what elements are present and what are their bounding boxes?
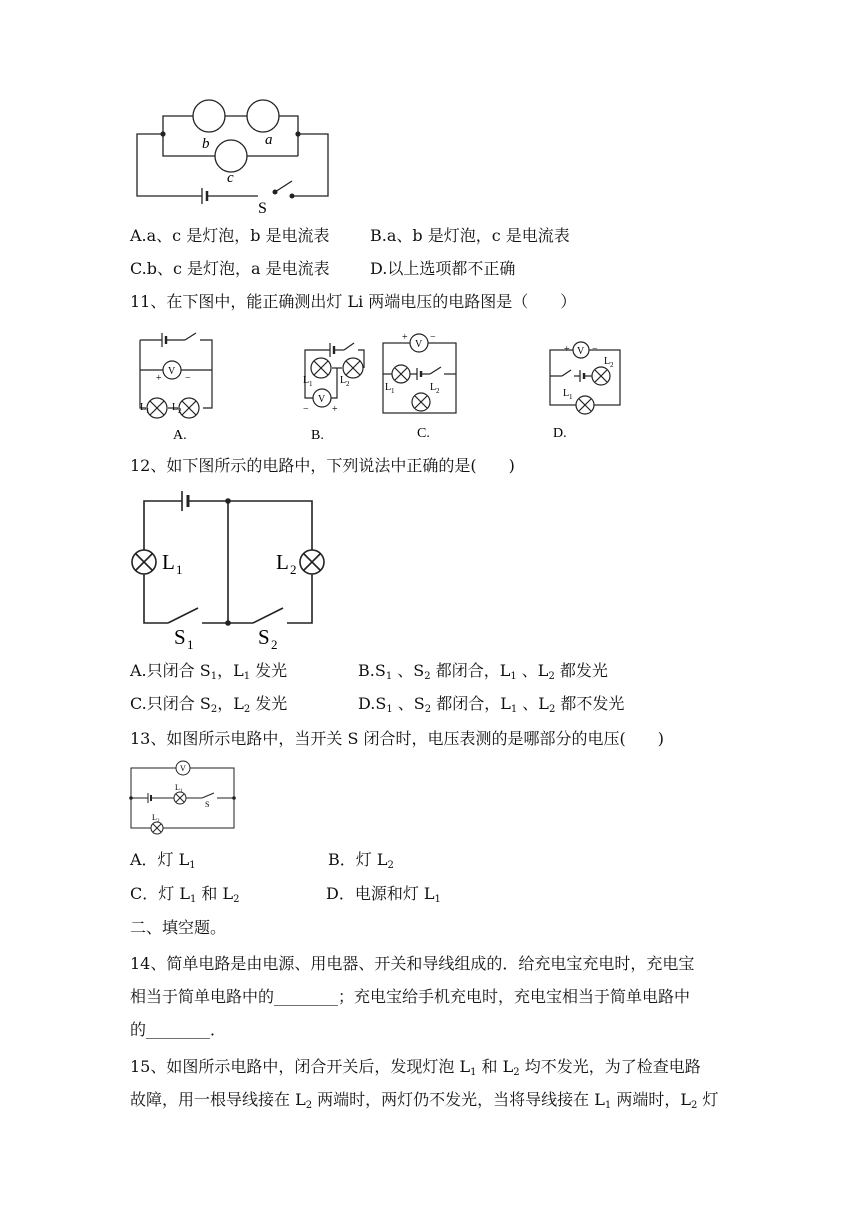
q13-option-d[interactable]: D．电源和灯 $L_1$ xyxy=(326,884,441,905)
q13-fig-l1-sub: 1 xyxy=(180,789,183,794)
q13-option-a[interactable]: A．灯 $L_1$ xyxy=(130,850,196,871)
fig10-label-b: b xyxy=(202,136,210,152)
q11b-l2-sub: 2 xyxy=(346,380,350,388)
q11c-l1-sub: 1 xyxy=(391,387,395,395)
q11c-plus: + xyxy=(402,332,408,343)
q11a-l2: L xyxy=(172,402,179,413)
q11c-minus: − xyxy=(430,332,436,343)
q12-option-b[interactable]: $B.S_1$ 、$S_2$ 都闭合，$L_1$ 、$L_2$ 都发光 xyxy=(358,661,608,682)
q11c-l2: L xyxy=(430,382,437,393)
q12-fig-s2: S xyxy=(258,625,270,649)
q11a-plus: + xyxy=(156,373,162,384)
q14-line-3: 的________． xyxy=(130,1020,227,1039)
q11c-l2-sub: 2 xyxy=(436,387,440,395)
q13-stem: 13、如图所示电路中，当开关 S 闭合时，电压表测的是哪部分的电压( ) xyxy=(130,729,664,748)
q11a-meter: V xyxy=(168,366,176,377)
q11b-minus: − xyxy=(303,404,309,415)
q11-caption-a[interactable]: A. xyxy=(173,428,187,443)
q14-line-2: 相当于简单电路中的________；充电宝给手机充电时，充电宝相当于简单电路中 xyxy=(130,987,691,1006)
q11d-meter: V xyxy=(577,346,585,357)
q15-line-2: 故障，用一根导线接在 $L_2$ 两端时，两灯仍不发光，当将导线接在 $L_1$ 两端时，$L_2$ 灯 xyxy=(130,1090,719,1111)
q10-option-d[interactable]: D.以上选项都不正确 xyxy=(370,259,516,278)
q10-option-b[interactable]: B.a、b 是灯泡，c 是电流表 xyxy=(370,226,570,245)
q13-fig-l2: L xyxy=(152,813,157,822)
q12-fig-l2: L xyxy=(276,550,289,574)
q11-caption-c[interactable]: C. xyxy=(417,426,430,441)
q11d-plus: + xyxy=(564,344,570,355)
q11c-meter: V xyxy=(415,339,423,350)
q10-circuit-figure xyxy=(130,98,340,218)
q11b-l2: L xyxy=(340,375,347,386)
q11b-l1: L xyxy=(303,375,310,386)
q11c-l1: L xyxy=(385,382,392,393)
q12-fig-l1: L xyxy=(162,550,175,574)
q13-circuit-figure xyxy=(126,760,246,835)
q10-option-a[interactable]: A.a、c 是灯泡，b 是电流表 xyxy=(130,226,330,245)
q14-line-1: 14、简单电路是由电源、用电器、开关和导线组成的．给充电宝充电时，充电宝 xyxy=(130,954,695,973)
q12-stem: 12、如下图所示的电路中，下列说法中正确的是( ) xyxy=(130,456,515,475)
q13-option-c[interactable]: C．灯 $L_1$ 和 $L_2$ xyxy=(130,884,240,905)
q12-option-a[interactable]: A.只闭合 $S_1$，$L_1$ 发光 xyxy=(130,661,288,682)
q12-fig-l2-sub: 2 xyxy=(290,562,297,577)
q11d-l2: L xyxy=(604,356,611,367)
q11d-l2-sub: 2 xyxy=(610,361,614,369)
q13-fig-l2-sub: 2 xyxy=(157,819,160,824)
section-fill-in-blank-heading: 二、填空题。 xyxy=(130,918,227,937)
q11d-l1: L xyxy=(563,388,570,399)
fig10-label-s: S xyxy=(258,200,267,217)
q10-option-c[interactable]: C.b、c 是灯泡，a 是电流表 xyxy=(130,259,330,278)
q13-fig-l1: L xyxy=(175,783,180,792)
q11a-l1-sub: 1 xyxy=(146,407,150,415)
q11-caption-d[interactable]: D. xyxy=(553,426,567,441)
q13-option-b[interactable]: B．灯 $L_2$ xyxy=(328,850,394,871)
q12-option-d[interactable]: $D.S_1$ 、$S_2$ 都闭合，$L_1$ 、$L_2$ 都不发光 xyxy=(358,694,625,715)
fig10-label-a: a xyxy=(265,132,273,148)
q11-stem: 11、在下图中，能正确测出灯 Li 两端电压的电路图是（ ） xyxy=(130,292,577,311)
q12-fig-l1-sub: 1 xyxy=(176,562,183,577)
q11b-meter: V xyxy=(318,394,326,405)
q12-fig-s1-sub: 1 xyxy=(187,637,194,652)
q11-circuit-figures xyxy=(130,328,630,448)
q11d-minus: − xyxy=(592,344,598,355)
q11b-plus: + xyxy=(332,404,338,415)
q12-fig-s1: S xyxy=(174,625,186,649)
q13-fig-v: V xyxy=(180,764,186,773)
q12-fig-s2-sub: 2 xyxy=(271,637,278,652)
fig10-label-c: c xyxy=(227,170,234,186)
q11b-l1-sub: 1 xyxy=(309,380,313,388)
q11a-l2-sub: 2 xyxy=(178,407,182,415)
q15-line-1: 15、如图所示电路中，闭合开关后，发现灯泡 $L_1$ 和 $L_2$ 均不发光，为了检查电路 xyxy=(130,1057,701,1078)
q12-option-c[interactable]: C.只闭合 $S_2$，$L_2$ 发光 xyxy=(130,694,288,715)
q11-caption-b[interactable]: B. xyxy=(311,428,324,443)
q12-circuit-figure xyxy=(130,488,330,652)
q11a-l1: L xyxy=(140,402,147,413)
q13-fig-s: S xyxy=(205,800,210,809)
q11d-l1-sub: 1 xyxy=(569,393,573,401)
q11a-minus: − xyxy=(185,373,191,384)
